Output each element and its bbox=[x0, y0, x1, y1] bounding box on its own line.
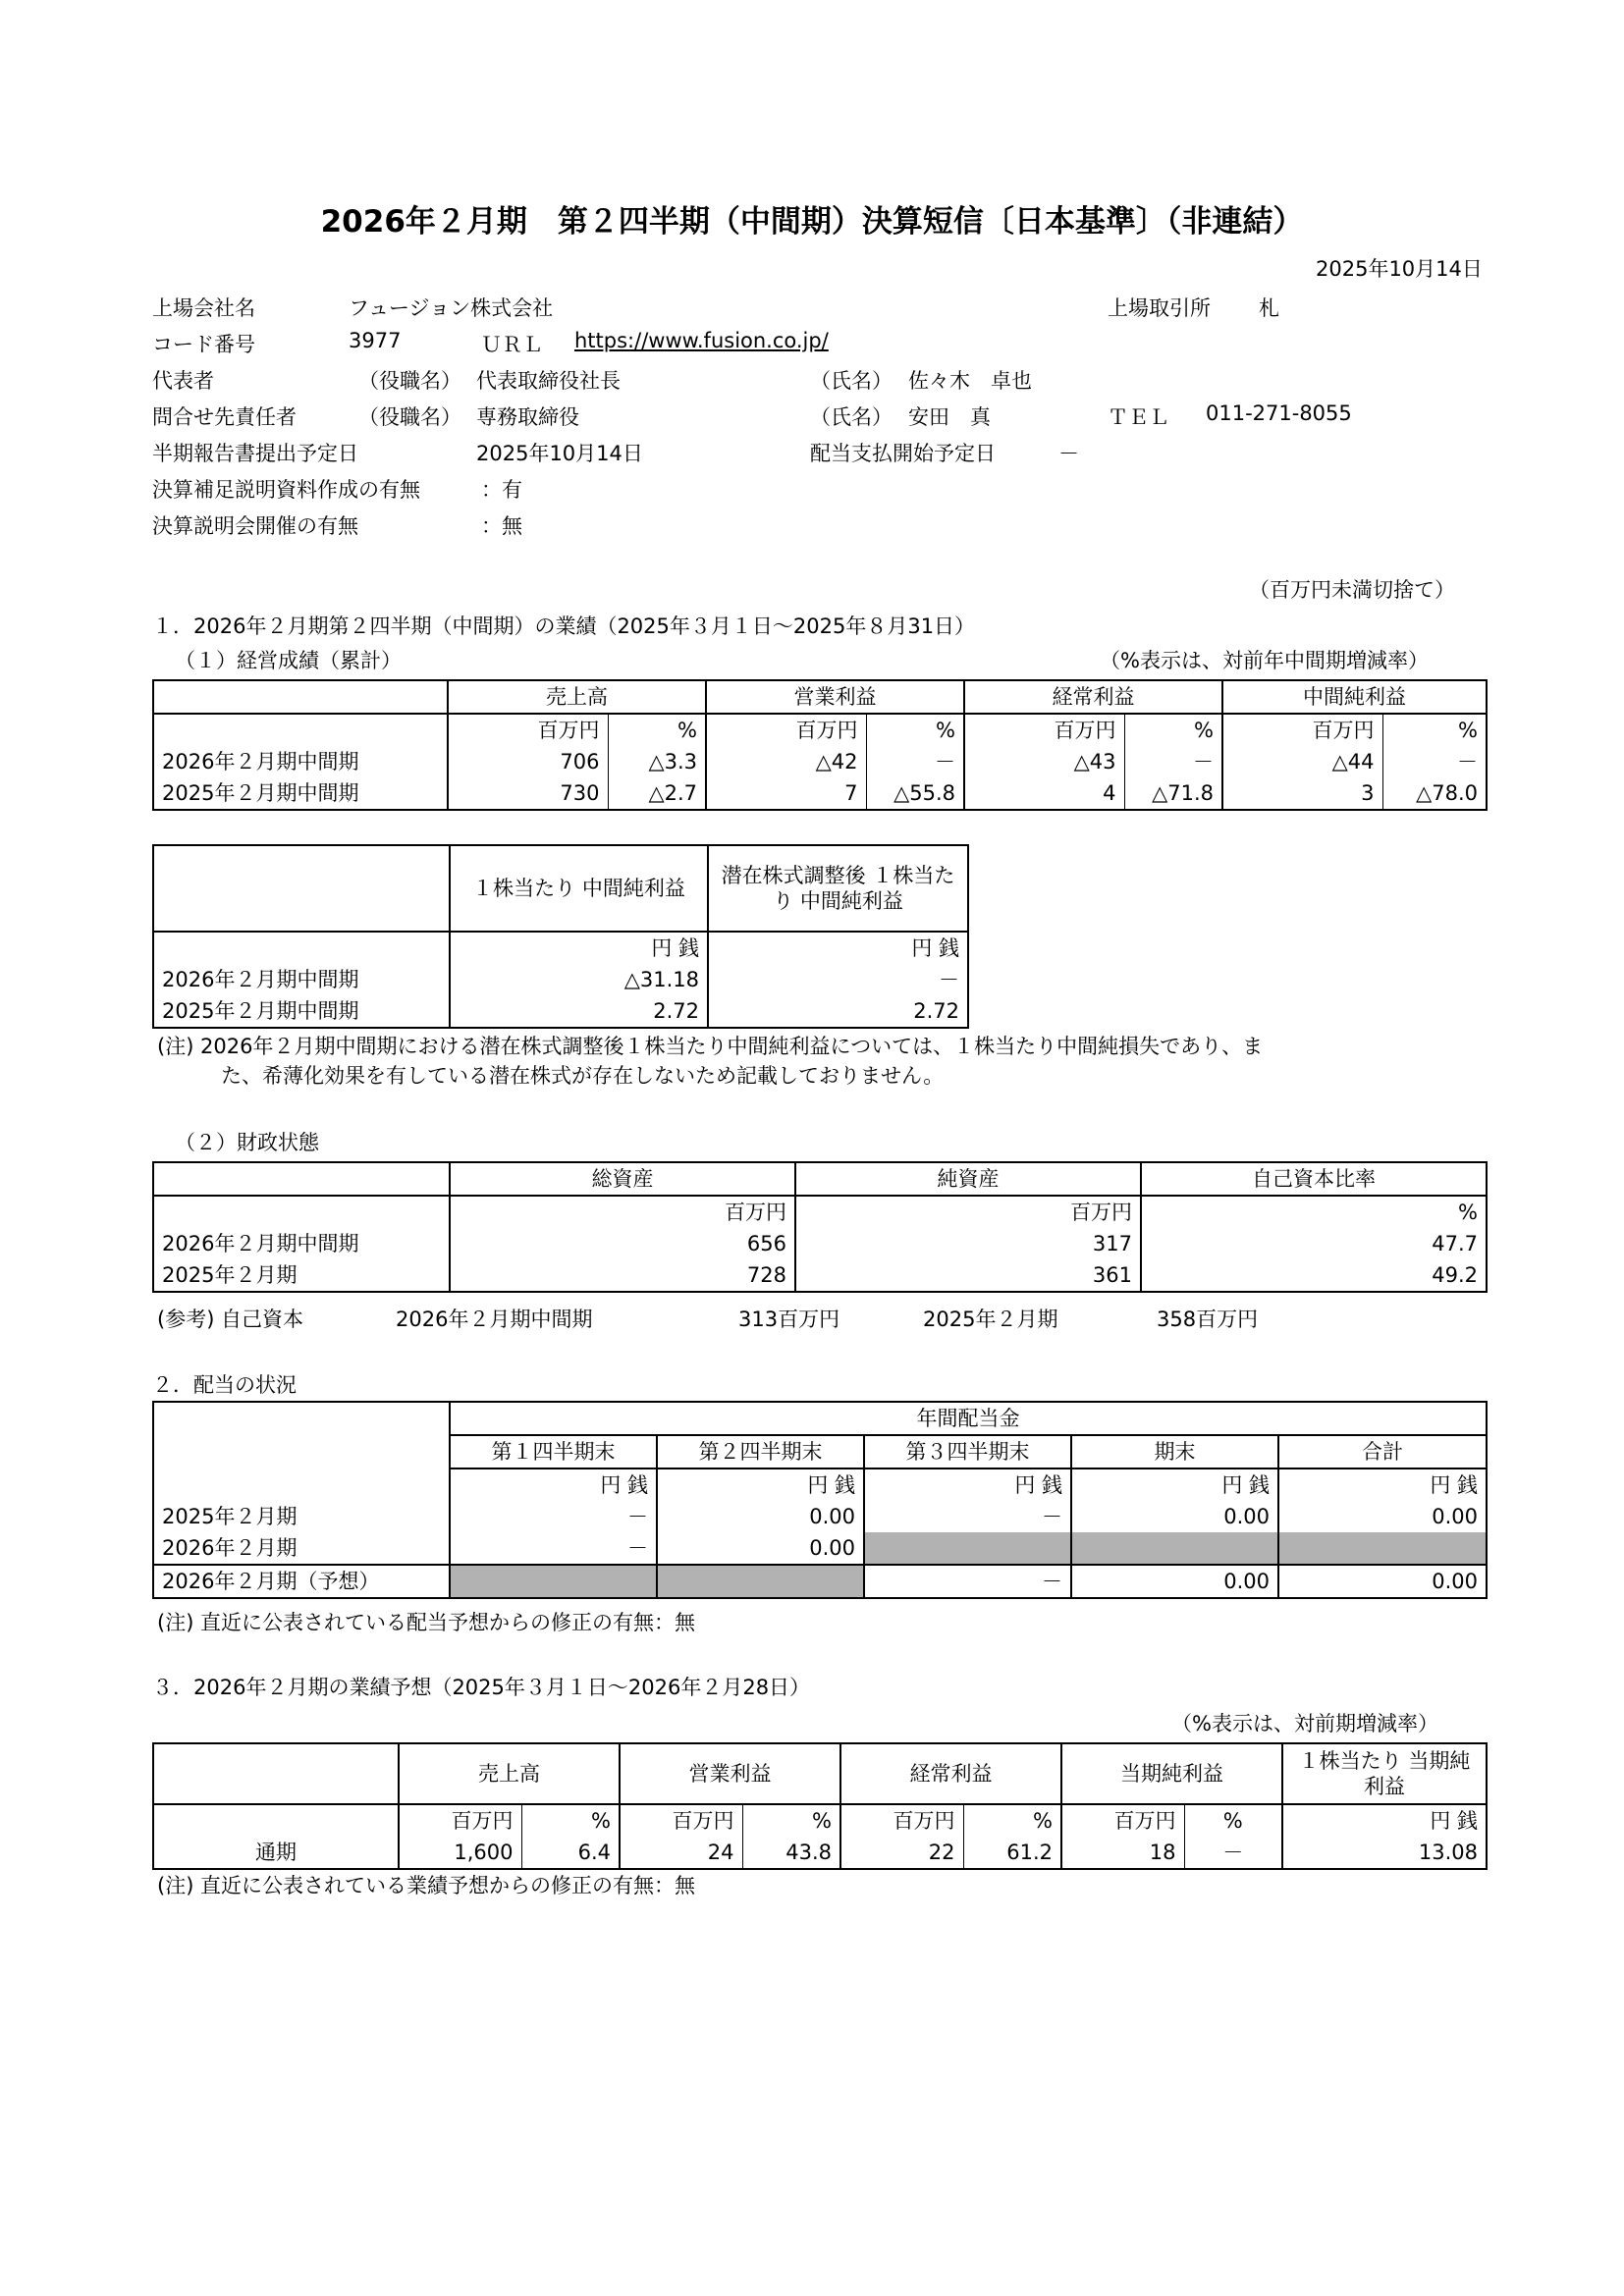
row-label: 2026年２月期（予想） bbox=[153, 1565, 450, 1598]
forecast-unit: 百万円 bbox=[1061, 1804, 1184, 1837]
cell: 43.8 bbox=[742, 1837, 840, 1869]
table-row bbox=[153, 746, 1487, 777]
table-row bbox=[153, 1532, 1487, 1565]
cell: 0.00 bbox=[1278, 1565, 1487, 1598]
section3-pct-note: （%表示は、対前期増減率） bbox=[1171, 1712, 1438, 1735]
table-row bbox=[153, 1565, 1487, 1598]
unit-note: （百万円未満切捨て） bbox=[1249, 578, 1455, 602]
cell: △78.0 bbox=[1382, 777, 1487, 810]
operating-results-table bbox=[152, 679, 1488, 811]
contact-label: 問合せ先責任者 bbox=[152, 405, 297, 429]
rep-title-label: （役職名） bbox=[358, 369, 461, 393]
results-header-ordinary: 経常利益 bbox=[964, 680, 1222, 714]
exchange-label: 上場取引所 bbox=[1108, 296, 1211, 320]
results-header-net: 中間純利益 bbox=[1222, 680, 1487, 714]
cell: － bbox=[864, 1565, 1071, 1598]
dividend-corner bbox=[153, 1402, 450, 1468]
row-label: 2026年２月期中間期 bbox=[153, 1228, 450, 1259]
cell: － bbox=[450, 1501, 657, 1532]
cell: 0.00 bbox=[657, 1532, 864, 1565]
cell: 706 bbox=[448, 746, 608, 777]
dividend-unit: 円 銭 bbox=[657, 1468, 864, 1501]
cell: － bbox=[1124, 746, 1222, 777]
section1-sub1: （１）経営成績（累計） bbox=[175, 649, 402, 672]
supplement-value: ：有 bbox=[481, 478, 522, 502]
forecast-header-eps: １株当たり 当期純利益 bbox=[1282, 1743, 1487, 1804]
equity-ref-value2: 358百万円 bbox=[1157, 1308, 1259, 1331]
row-label: 2025年２月期中間期 bbox=[153, 995, 450, 1028]
cell: △44 bbox=[1222, 746, 1382, 777]
table-row bbox=[153, 1837, 1487, 1869]
forecast-header-ordinary: 経常利益 bbox=[840, 1743, 1061, 1804]
forecast-unit: % bbox=[521, 1804, 620, 1837]
financial-corner bbox=[153, 1162, 450, 1196]
financial-unit: % bbox=[1141, 1196, 1487, 1228]
dividend-note: (注) 直近に公表されている配当予想からの修正の有無：無 bbox=[157, 1611, 696, 1634]
dividend-header-q1: 第１四半期末 bbox=[450, 1435, 657, 1468]
shaded-cell bbox=[1071, 1532, 1278, 1565]
results-unit: % bbox=[608, 714, 706, 746]
forecast-unit: % bbox=[742, 1804, 840, 1837]
dividend-unit: 円 銭 bbox=[864, 1468, 1071, 1501]
company-name: フュージョン株式会社 bbox=[349, 296, 554, 320]
equity-ref-value1: 313百万円 bbox=[738, 1308, 840, 1331]
results-unit: 百万円 bbox=[964, 714, 1124, 746]
forecast-unit: 百万円 bbox=[620, 1804, 742, 1837]
forecast-table bbox=[152, 1742, 1488, 1870]
cell: 47.7 bbox=[1141, 1228, 1487, 1259]
dividend-group-header: 年間配当金 bbox=[450, 1402, 1487, 1435]
forecast-header-net: 当期純利益 bbox=[1061, 1743, 1282, 1804]
cell: － bbox=[866, 746, 964, 777]
report-date: 2025年10月14日 bbox=[1316, 257, 1483, 281]
shaded-cell bbox=[864, 1532, 1071, 1565]
code-label: コード番号 bbox=[152, 333, 255, 356]
results-unit: 百万円 bbox=[448, 714, 608, 746]
eps-unit: 円 銭 bbox=[450, 932, 708, 964]
cell: △42 bbox=[706, 746, 866, 777]
forecast-header-sales: 売上高 bbox=[399, 1743, 620, 1804]
forecast-unit: 円 銭 bbox=[1282, 1804, 1487, 1837]
rep-name-label: （氏名） bbox=[810, 369, 893, 393]
cell: 0.00 bbox=[657, 1501, 864, 1532]
forecast-unit: 百万円 bbox=[840, 1804, 963, 1837]
forecast-header-operating: 営業利益 bbox=[620, 1743, 840, 1804]
cell: － bbox=[864, 1501, 1071, 1532]
results-header-operating: 営業利益 bbox=[706, 680, 964, 714]
table-row bbox=[153, 1228, 1487, 1259]
report-filing-date: 2025年10月14日 bbox=[476, 442, 643, 465]
equity-ref-period2: 2025年２月期 bbox=[923, 1308, 1058, 1331]
cell: △43 bbox=[964, 746, 1124, 777]
rep-name: 佐々木 卓也 bbox=[908, 369, 1032, 393]
cell: － bbox=[1382, 746, 1487, 777]
cell: △71.8 bbox=[1124, 777, 1222, 810]
contact-name-label: （氏名） bbox=[810, 405, 893, 429]
dividend-unit: 円 銭 bbox=[1278, 1468, 1487, 1501]
contact-name: 安田 真 bbox=[908, 405, 991, 429]
row-label: 通期 bbox=[153, 1837, 399, 1869]
company-label: 上場会社名 bbox=[152, 296, 255, 320]
representative-label: 代表者 bbox=[152, 369, 214, 393]
row-label: 2025年２月期 bbox=[153, 1259, 450, 1292]
cell: 61.2 bbox=[963, 1837, 1061, 1869]
cell: 317 bbox=[795, 1228, 1141, 1259]
table-row bbox=[153, 964, 968, 995]
cell: 24 bbox=[620, 1837, 742, 1869]
dividend-header-q3: 第３四半期末 bbox=[864, 1435, 1071, 1468]
shaded-cell bbox=[450, 1565, 657, 1598]
row-label: 2026年２月期中間期 bbox=[153, 746, 448, 777]
tel-label: ＴＥＬ bbox=[1108, 405, 1169, 429]
financial-header-assets: 総資産 bbox=[450, 1162, 795, 1196]
financial-position-table bbox=[152, 1161, 1488, 1293]
briefing-value: ：無 bbox=[481, 514, 522, 538]
dividend-header-total: 合計 bbox=[1278, 1435, 1487, 1468]
cell: 49.2 bbox=[1141, 1259, 1487, 1292]
rep-title: 代表取締役社長 bbox=[476, 369, 621, 393]
cell: － bbox=[1184, 1837, 1282, 1869]
cell: 0.00 bbox=[1071, 1501, 1278, 1532]
cell: △31.18 bbox=[450, 964, 708, 995]
row-label: 2025年２月期中間期 bbox=[153, 777, 448, 810]
url-label: ＵＲＬ bbox=[481, 333, 543, 356]
shaded-cell bbox=[1278, 1532, 1487, 1565]
cell: 728 bbox=[450, 1259, 795, 1292]
dividend-table bbox=[152, 1401, 1488, 1599]
eps-header-basic: １株当たり 中間純利益 bbox=[450, 845, 708, 932]
cell: 4 bbox=[964, 777, 1124, 810]
results-unit: 百万円 bbox=[1222, 714, 1382, 746]
eps-note-line2: た、希薄化効果を有している潜在株式が存在しないため記載しておりません。 bbox=[221, 1064, 945, 1088]
cell: 0.00 bbox=[1071, 1565, 1278, 1598]
forecast-note: (注) 直近に公表されている業績予想からの修正の有無：無 bbox=[157, 1874, 696, 1897]
dividend-unit: 円 銭 bbox=[450, 1468, 657, 1501]
financial-header-equity-ratio: 自己資本比率 bbox=[1141, 1162, 1487, 1196]
results-unit: % bbox=[1124, 714, 1222, 746]
table-row bbox=[153, 777, 1487, 810]
dividend-start-value: － bbox=[1058, 442, 1079, 465]
cell: － bbox=[708, 964, 968, 995]
cell: 1,600 bbox=[399, 1837, 521, 1869]
cell: 6.4 bbox=[521, 1837, 620, 1869]
financial-unit: 百万円 bbox=[450, 1196, 795, 1228]
results-unit: % bbox=[866, 714, 964, 746]
cell: 361 bbox=[795, 1259, 1141, 1292]
cell: △55.8 bbox=[866, 777, 964, 810]
results-corner bbox=[153, 680, 448, 714]
dividend-unit: 円 銭 bbox=[1071, 1468, 1278, 1501]
section1-sub2: （２）財政状態 bbox=[175, 1131, 319, 1154]
equity-ref-period1: 2026年２月期中間期 bbox=[396, 1308, 593, 1331]
section3-heading: ３．2026年２月期の業績予想（2025年３月１日～2026年２月28日） bbox=[152, 1676, 811, 1699]
contact-title: 専務取締役 bbox=[476, 405, 579, 429]
eps-table bbox=[152, 844, 969, 1029]
code-value: 3977 bbox=[349, 329, 402, 352]
cell: 18 bbox=[1061, 1837, 1184, 1869]
table-row bbox=[153, 1501, 1487, 1532]
forecast-unit: 百万円 bbox=[399, 1804, 521, 1837]
cell: 2.72 bbox=[450, 995, 708, 1028]
section2-heading: ２．配当の状況 bbox=[152, 1373, 297, 1397]
forecast-unit: % bbox=[963, 1804, 1061, 1837]
section1-heading: １．2026年２月期第２四半期（中間期）の業績（2025年３月１日～2025年８月31日） bbox=[152, 614, 976, 638]
cell: 22 bbox=[840, 1837, 963, 1869]
equity-ref-label: (参考) 自己資本 bbox=[157, 1308, 304, 1331]
report-filing-label: 半期報告書提出予定日 bbox=[152, 442, 358, 465]
contact-title-label: （役職名） bbox=[358, 405, 461, 429]
table-row bbox=[153, 1259, 1487, 1292]
cell: 7 bbox=[706, 777, 866, 810]
cell: 730 bbox=[448, 777, 608, 810]
document-title: 2026年２月期 第２四半期（中間期）決算短信〔日本基準〕（非連結） bbox=[320, 204, 1304, 240]
dividend-header-year-end: 期末 bbox=[1071, 1435, 1278, 1468]
forecast-unit: % bbox=[1184, 1804, 1282, 1837]
cell: △3.3 bbox=[608, 746, 706, 777]
table-row bbox=[153, 995, 968, 1028]
results-unit: % bbox=[1382, 714, 1487, 746]
cell: 3 bbox=[1222, 777, 1382, 810]
exchange-value: 札 bbox=[1259, 296, 1279, 320]
eps-corner bbox=[153, 845, 450, 932]
eps-unit: 円 銭 bbox=[708, 932, 968, 964]
results-header-sales: 売上高 bbox=[448, 680, 706, 714]
financial-header-net-assets: 純資産 bbox=[795, 1162, 1141, 1196]
dividend-start-label: 配当支払開始予定日 bbox=[810, 442, 996, 465]
row-label: 2025年２月期 bbox=[153, 1501, 450, 1532]
cell: △2.7 bbox=[608, 777, 706, 810]
financial-unit: 百万円 bbox=[795, 1196, 1141, 1228]
cell: 0.00 bbox=[1278, 1501, 1487, 1532]
tel-value: 011-271-8055 bbox=[1206, 401, 1352, 425]
dividend-header-q2: 第２四半期末 bbox=[657, 1435, 864, 1468]
eps-note-line1: (注) 2026年２月期中間期における潜在株式調整後１株当たり中間純利益については、１株当たり中間純損失であり、ま bbox=[157, 1035, 1264, 1058]
forecast-corner bbox=[153, 1743, 399, 1804]
company-url-link[interactable]: https://www.fusion.co.jp/ bbox=[574, 329, 829, 352]
eps-header-diluted: 潜在株式調整後 １株当たり 中間純利益 bbox=[708, 845, 968, 932]
row-label: 2026年２月期 bbox=[153, 1532, 450, 1565]
section1-pct-note: （%表示は、対前年中間期増減率） bbox=[1100, 649, 1429, 672]
row-label: 2026年２月期中間期 bbox=[153, 964, 450, 995]
cell: 13.08 bbox=[1282, 1837, 1487, 1869]
supplement-label: 決算補足説明資料作成の有無 bbox=[152, 478, 420, 502]
cell: 2.72 bbox=[708, 995, 968, 1028]
results-unit: 百万円 bbox=[706, 714, 866, 746]
briefing-label: 決算説明会開催の有無 bbox=[152, 514, 358, 538]
cell: － bbox=[450, 1532, 657, 1565]
shaded-cell bbox=[657, 1565, 864, 1598]
cell: 656 bbox=[450, 1228, 795, 1259]
